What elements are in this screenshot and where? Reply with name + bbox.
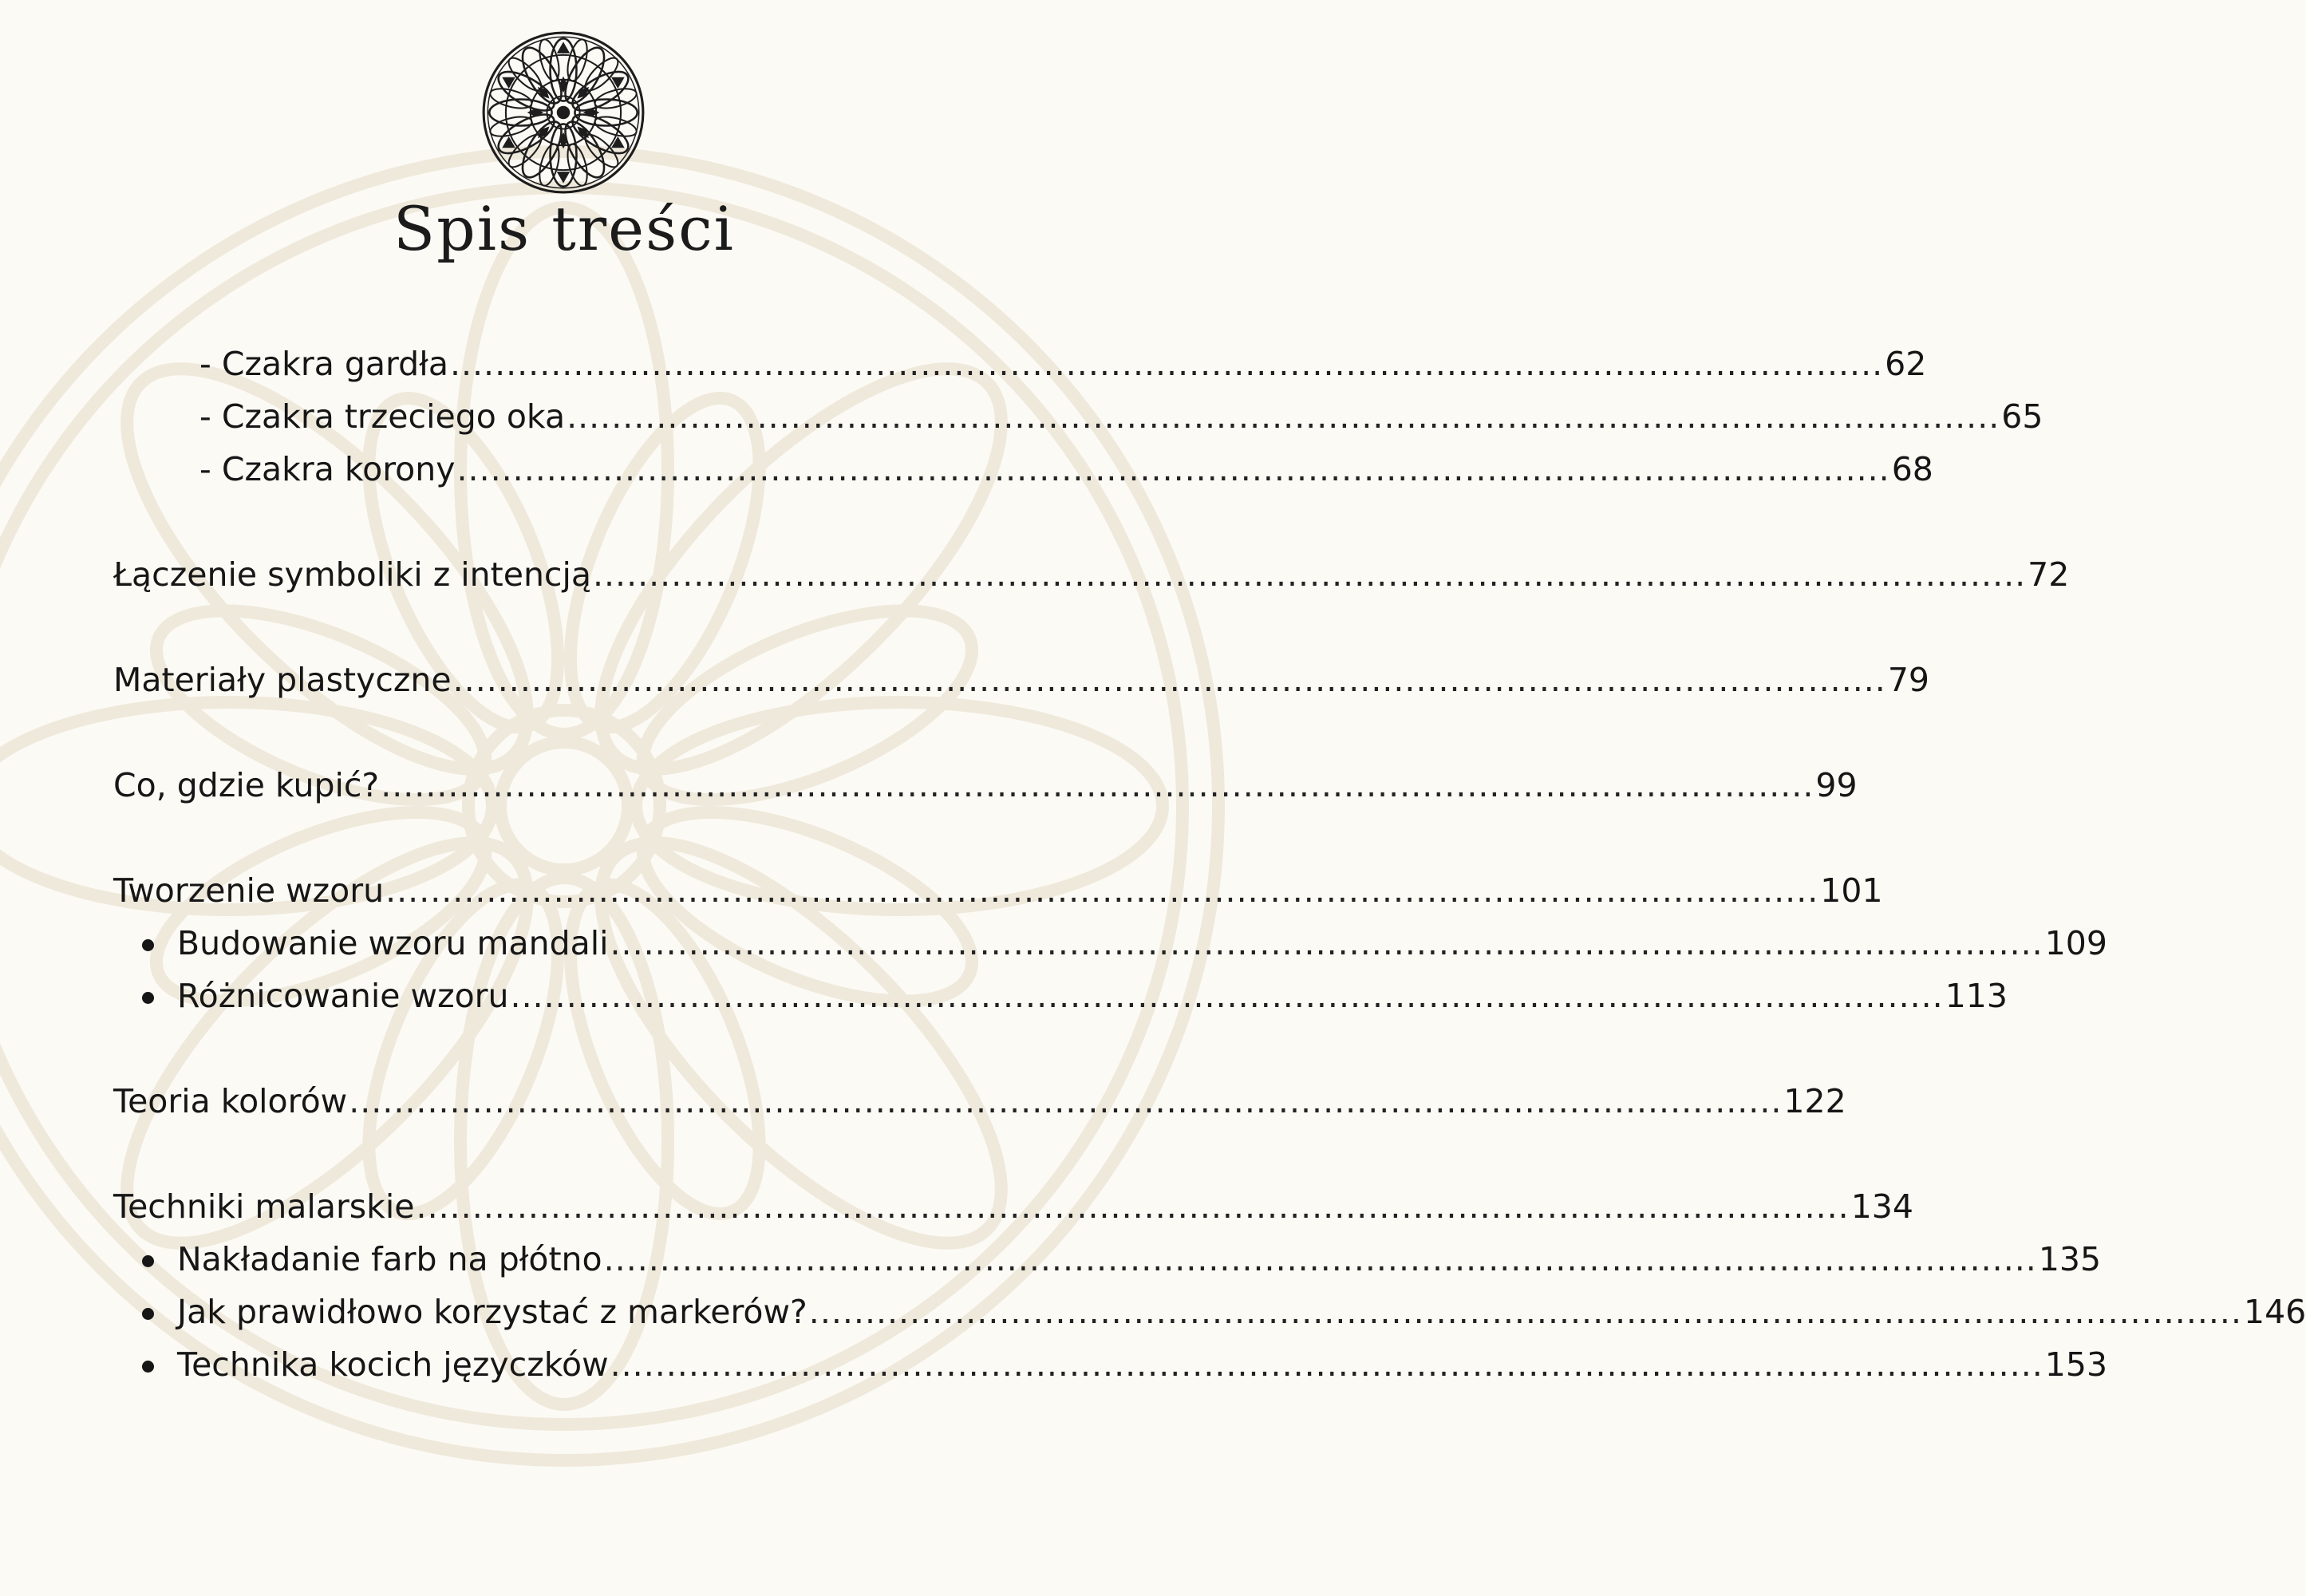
toc-entry-label: Co, gdzie kupić? bbox=[113, 766, 380, 804]
dot-leader: ................................................................................................................................ bbox=[603, 1240, 2037, 1278]
dot-leader: ................................................................................................................................ bbox=[808, 1293, 2242, 1331]
toc-entry-page: 109 bbox=[2044, 924, 2107, 962]
dot-leader: ................................................................................................................................ bbox=[592, 555, 2027, 594]
toc-entry-page: 72 bbox=[2028, 555, 2070, 594]
toc-entry-label: Jak prawidłowo korzystać z markerów? bbox=[177, 1293, 807, 1331]
toc-entry[interactable] bbox=[113, 763, 1858, 808]
toc-entry-label: Nakładanie farb na płótno bbox=[177, 1240, 602, 1278]
toc-entry[interactable] bbox=[113, 658, 1929, 702]
toc-entry-page: 79 bbox=[1887, 661, 1929, 699]
dot-leader: ................................................................................................................................ bbox=[349, 1082, 1783, 1120]
toc-entry-page: 113 bbox=[1945, 977, 2008, 1015]
toc-entry[interactable] bbox=[177, 921, 2107, 966]
toc-entry[interactable] bbox=[177, 1290, 2306, 1334]
toc-entry-page: 146 bbox=[2243, 1293, 2306, 1331]
toc-entry[interactable] bbox=[199, 342, 1927, 386]
toc-entry-page: 135 bbox=[2038, 1240, 2102, 1278]
dot-leader: ................................................................................................................................ bbox=[456, 450, 1890, 488]
toc-entry[interactable] bbox=[177, 1342, 2108, 1387]
toc-entry-label: Tworzenie wzoru bbox=[113, 871, 385, 910]
toc-entry-label: Budowanie wzoru mandali bbox=[177, 924, 609, 962]
toc-entry[interactable] bbox=[113, 868, 1883, 913]
dot-leader: ................................................................................................................................ bbox=[449, 345, 1884, 383]
toc-entry-label: Teoria kolorów bbox=[113, 1082, 348, 1120]
toc-entry[interactable] bbox=[199, 394, 2043, 439]
bullet-icon bbox=[142, 1361, 154, 1373]
toc-entry[interactable] bbox=[113, 552, 2070, 597]
dot-leader: ................................................................................................................................ bbox=[567, 397, 2000, 436]
toc-entry[interactable] bbox=[113, 1184, 1913, 1229]
bullet-icon bbox=[142, 1308, 154, 1320]
toc-entry[interactable] bbox=[199, 447, 1933, 492]
mandala-icon bbox=[481, 30, 646, 195]
toc-entry[interactable] bbox=[177, 1237, 2102, 1282]
toc-entry-page: 62 bbox=[1885, 345, 1927, 383]
toc-entry-label: Technika kocich języczków bbox=[177, 1345, 609, 1384]
toc-entry-label: - Czakra trzeciego oka bbox=[199, 397, 566, 436]
toc-entry-label: Techniki malarskie bbox=[113, 1187, 415, 1226]
toc-entry-page: 101 bbox=[1820, 871, 1883, 910]
toc-entry-label: - Czakra korony bbox=[199, 450, 456, 488]
toc-entry-label: Materiały plastyczne bbox=[113, 661, 452, 699]
toc-entry-label: - Czakra gardła bbox=[199, 345, 448, 383]
dot-leader: ................................................................................................................................ bbox=[452, 661, 1886, 699]
bullet-icon bbox=[142, 992, 154, 1004]
dot-leader: ................................................................................................................................ bbox=[381, 766, 1814, 804]
toc-entry-label: Łączenie symboliki z intencją bbox=[113, 555, 591, 594]
toc-entry-page: 153 bbox=[2044, 1345, 2108, 1384]
toc-entry[interactable] bbox=[113, 1079, 1846, 1124]
page-title: Spis treści bbox=[393, 193, 735, 264]
dot-leader: ................................................................................................................................ bbox=[385, 871, 1819, 910]
toc-entry-page: 68 bbox=[1891, 450, 1933, 488]
toc-entry[interactable] bbox=[177, 974, 2008, 1018]
toc-entry-page: 99 bbox=[1815, 766, 1858, 804]
toc-entry-page: 122 bbox=[1783, 1082, 1846, 1120]
toc-entry-label: Różnicowanie wzoru bbox=[177, 977, 509, 1015]
bullet-icon bbox=[142, 1255, 154, 1267]
dot-leader: ................................................................................................................................ bbox=[416, 1187, 1850, 1226]
dot-leader: ................................................................................................................................ bbox=[610, 1345, 2043, 1384]
dot-leader: ................................................................................................................................ bbox=[510, 977, 1944, 1015]
bullet-icon bbox=[142, 939, 154, 951]
toc-entry-page: 134 bbox=[1850, 1187, 1913, 1226]
dot-leader: ................................................................................................................................ bbox=[610, 924, 2043, 962]
toc-entry-page: 65 bbox=[2001, 397, 2043, 436]
